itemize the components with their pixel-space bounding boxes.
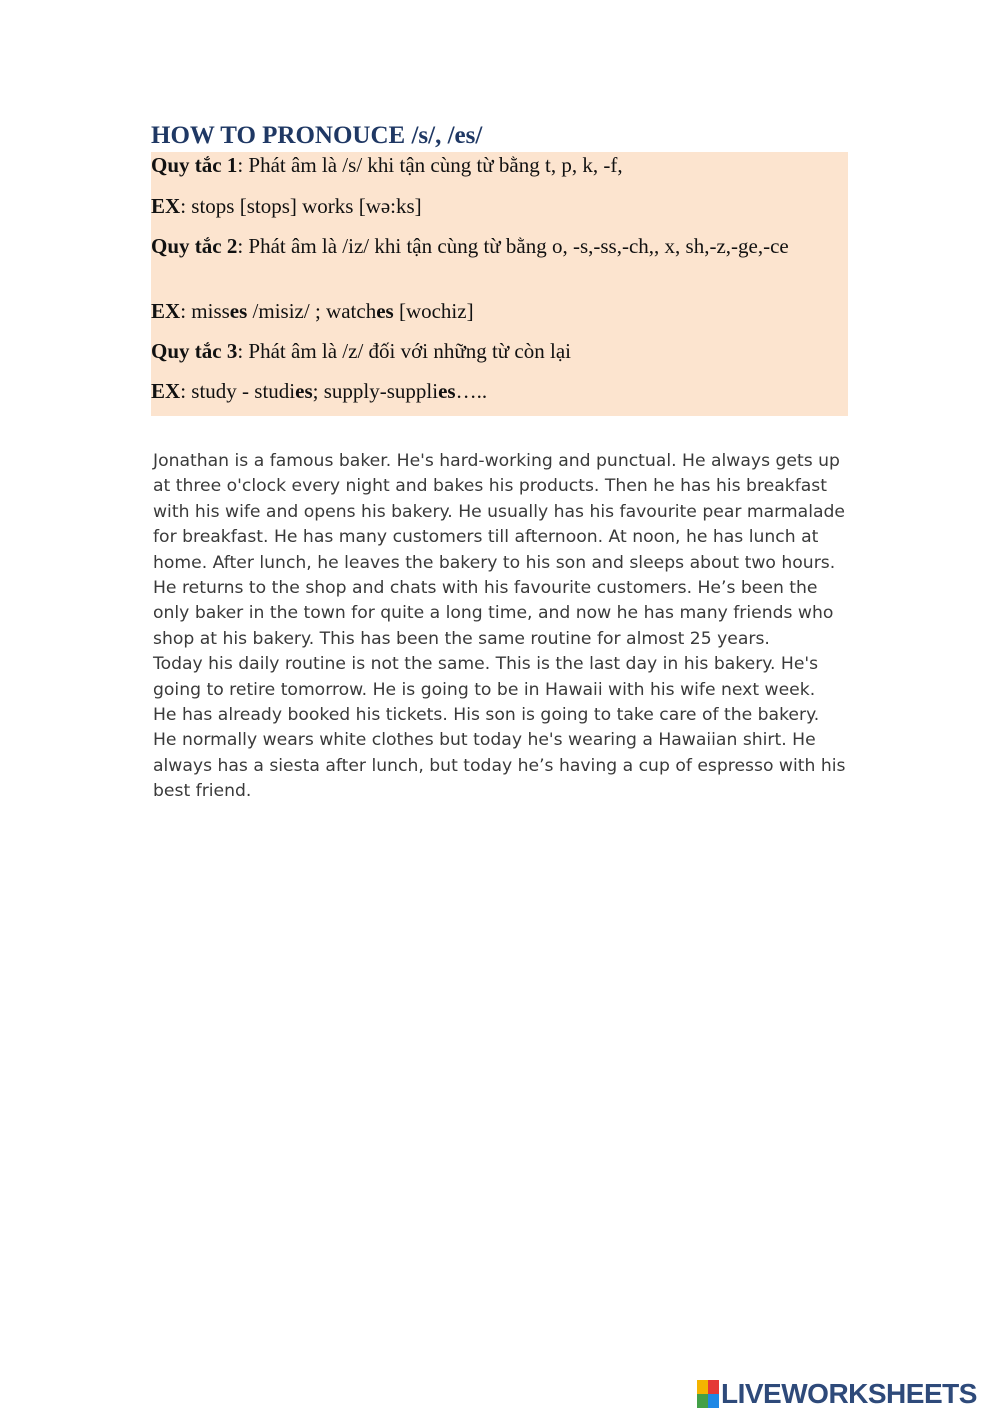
- example-label: EX: [151, 194, 181, 218]
- liveworksheets-brand: [697, 1376, 977, 1412]
- rule-3: [151, 338, 571, 364]
- rule-text: : Phát âm là /iz/ khi tận cùng từ bằng o, -s,-ss,-ch,, x, sh,-z,-ge,-ce: [237, 234, 789, 258]
- passage-line: He has already booked his tickets. His son is going to take care of the bakery.: [153, 705, 820, 726]
- logo-square-red: [708, 1380, 719, 1394]
- rule-text: : Phát âm là /s/ khi tận cùng từ bằng t, p, k, -f,: [237, 153, 623, 177]
- rule-1-example: [151, 193, 422, 219]
- passage-line: shop at his bakery. This has been the same routine for almost 25 years.: [153, 628, 770, 649]
- example-text: : miss: [180, 299, 230, 323]
- passage-line: home. After lunch, he leaves the bakery to his son and sleeps about two hours.: [153, 552, 836, 573]
- passage-line: only baker in the town for quite a long time, and now he has many friends who: [153, 603, 834, 624]
- passage-line: He normally wears white clothes but today he's wearing a Hawaiian shirt. He: [153, 730, 816, 751]
- example-suffix: es: [229, 299, 248, 323]
- example-label: EX: [151, 299, 181, 323]
- logo-square-green: [697, 1394, 708, 1408]
- passage-line: always has a siesta after lunch, but today he’s having a cup of espresso with his: [153, 755, 846, 776]
- example-suffix: es: [438, 379, 456, 403]
- rule-2-example: [151, 298, 474, 324]
- passage-line: going to retire tomorrow. He is going to be in Hawaii with his wife next week.: [153, 679, 816, 700]
- page-title: HOW TO PRONOUCE /s/, /es/: [151, 122, 483, 149]
- passage-line: best friend.: [153, 781, 252, 802]
- brand-name: LIVEWORKSHEETS: [721, 1378, 977, 1409]
- example-text: : stops [stops] works [wə:ks]: [180, 194, 422, 218]
- logo-square-blue: [708, 1394, 719, 1408]
- rule-2: [151, 233, 848, 259]
- reading-passage: [153, 449, 993, 805]
- example-suffix: es: [376, 299, 394, 323]
- rule-label: Quy tắc 1: [151, 153, 238, 177]
- passage-line: He returns to the shop and chats with his favourite customers. He’s been the: [153, 578, 818, 599]
- logo-square-yellow: [697, 1380, 708, 1394]
- example-text: /misiz/ ; watch: [247, 299, 377, 323]
- passage-line: for breakfast. He has many customers till afternoon. At noon, he has lunch at: [153, 527, 819, 548]
- passage-line: Today his daily routine is not the same. This is the last day in his bakery. He's: [153, 654, 819, 675]
- passage-line: Jonathan is a famous baker. He's hard-working and punctual. He always gets up: [153, 451, 840, 471]
- rule-text: : Phát âm là /z/ đối với những từ còn lại: [237, 339, 571, 363]
- example-text: …..: [455, 379, 488, 403]
- example-text: ; supply-suppli: [312, 379, 439, 403]
- liveworksheets-logo-icon: [697, 1380, 719, 1408]
- passage-line: with his wife and opens his bakery. He usually has his favourite pear marmalade: [153, 501, 845, 522]
- rules-highlight-box: [151, 152, 848, 416]
- rule-label: Quy tắc 2: [151, 234, 238, 258]
- rule-1: [151, 152, 623, 178]
- example-text: [wochiz]: [393, 299, 474, 323]
- passage-line: at three o'clock every night and bakes his products. Then he has his breakfast: [153, 476, 827, 497]
- example-label: EX: [151, 379, 181, 403]
- rule-3-example: [151, 378, 487, 404]
- example-suffix: es: [295, 379, 313, 403]
- rule-label: Quy tắc 3: [151, 339, 238, 363]
- example-text: : study - studi: [180, 379, 296, 403]
